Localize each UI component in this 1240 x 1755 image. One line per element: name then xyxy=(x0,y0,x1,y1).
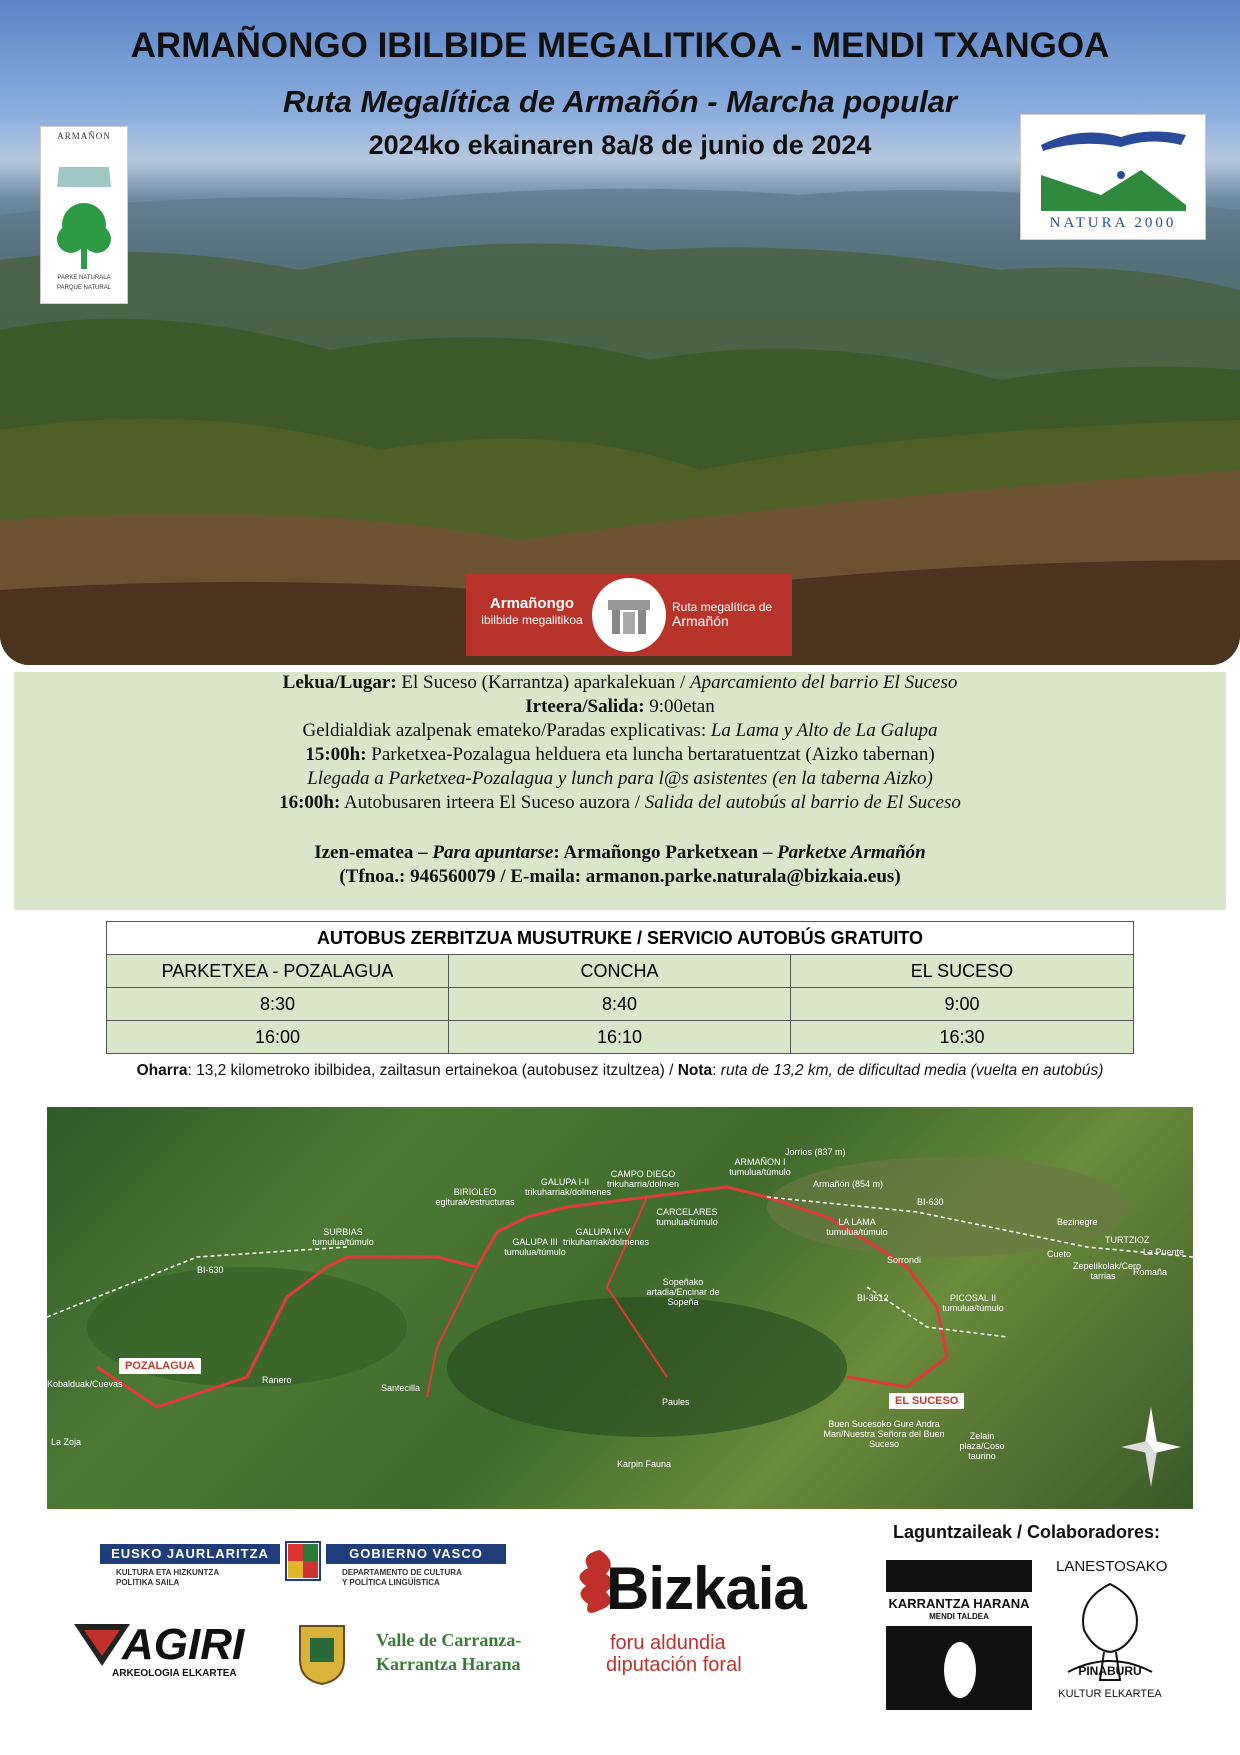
hero-landscape-photo xyxy=(0,0,1240,665)
badge-right-text xyxy=(672,600,788,628)
lanestosako-logo xyxy=(1056,1558,1168,1708)
time2-value: Autobusaren irteera El Suceso auzora / xyxy=(344,792,641,813)
info-departure-line xyxy=(14,696,1226,718)
agiri-logo xyxy=(72,1620,256,1680)
badge-left-line2: ibilbide megalitikoa xyxy=(481,613,583,627)
road-label: BI-630 xyxy=(197,1265,224,1275)
table-cell: 9:00 xyxy=(790,988,1133,1021)
karrantza-sub: MENDI TALDEA xyxy=(929,1612,989,1621)
map-place: Sopeñako artadia/Encinar de Sopeña xyxy=(646,1277,720,1307)
lanestosako-text: LANESTOSAKO xyxy=(1056,1558,1168,1575)
map-place: Zelain plaza/Coso taurino xyxy=(959,1431,1005,1461)
info-time2-line xyxy=(14,792,1226,814)
kultur-text: KULTUR ELKARTEA xyxy=(1058,1688,1162,1700)
dolmen-shape xyxy=(592,578,666,652)
map-place: SURBIAS tumulua/túmulo xyxy=(312,1227,374,1247)
karrantza-harana-logo xyxy=(886,1560,1032,1710)
badge-left-line1: Armañongo xyxy=(489,595,575,612)
map-place: Ranero xyxy=(262,1375,292,1385)
stops-label: Geldialdiak azalpenak emateko/Paradas explicativas: xyxy=(302,720,707,741)
bus-table-header-row xyxy=(107,922,1134,955)
reg-1: Izen-ematea – xyxy=(314,842,428,863)
route-map xyxy=(47,1107,1193,1509)
map-place: Zepelíkolak/Cero tarrias xyxy=(1073,1261,1142,1281)
map-place: LA LAMA tumulua/túmulo xyxy=(826,1217,888,1237)
badge-left-text xyxy=(476,596,588,628)
collaborators-label: Laguntzaileak / Colaboradores: xyxy=(893,1522,1161,1542)
ej-left-sub1: KULTURA ETA HIZKUNTZA xyxy=(116,1568,220,1577)
map-place: Armañón (854 m) xyxy=(813,1179,884,1189)
subtitle: Ruta Megalítica de Armañón - Marcha popular xyxy=(282,84,958,119)
map-place: Jorrios (837 m) xyxy=(785,1147,846,1157)
natura-2000-logo xyxy=(1020,114,1206,240)
place-value: El Suceso (Karrantza) aparkalekuan / xyxy=(401,672,686,693)
agiri-sub: ARKEOLOGIA ELKARTEA xyxy=(112,1668,237,1679)
map-place: GALUPA I-II trikuharriak/dolmenes xyxy=(525,1177,612,1197)
place-label: Lekua/Lugar: xyxy=(282,672,397,693)
dolmen-icon xyxy=(592,578,666,652)
map-place: Santecilla xyxy=(381,1383,421,1393)
map-place: Romaña xyxy=(1133,1267,1168,1277)
main-title: ARMAÑONGO IBILBIDE MEGALITIKOA - MENDI TXANGOA xyxy=(130,26,1110,65)
note-text-es: ruta de 13,2 km, de dificultad media (vuelta en autobús) xyxy=(720,1062,1104,1079)
time1-label: 15:00h: xyxy=(305,744,367,765)
ej-right-sub1: DEPARTAMENTO DE CULTURA xyxy=(342,1568,462,1577)
table-row xyxy=(107,1021,1134,1054)
reg-2: Para apuntarse xyxy=(432,842,554,863)
map-place: Cueto xyxy=(1047,1249,1072,1259)
map-place: PICOSAL II tumulua/túmulo xyxy=(942,1293,1004,1313)
road-label: BI-630 xyxy=(917,1197,944,1207)
route-path-svg xyxy=(47,1107,1193,1509)
info-time1-line xyxy=(14,744,1226,766)
event-info-box xyxy=(14,672,1226,910)
map-place: La Puente xyxy=(1143,1247,1185,1257)
pinaburu-text: PINABURU xyxy=(1078,1664,1142,1678)
table-cell: 8:40 xyxy=(448,988,790,1021)
event-date: 2024ko ekainaren 8a/8 de junio de 2024 xyxy=(368,130,872,160)
megalithic-route-badge xyxy=(466,574,792,656)
carranza-line1: Valle de Carranza- xyxy=(376,1630,522,1650)
route-note: Oharra: 13,2 kilometroko ibilbidea, zailtasun ertainekoa (autobusez itzultzea) / Nota: ruta de 13,2 km, de dificultad media (vuelta en autobús) xyxy=(136,1062,1104,1079)
time1-es: Llegada a Parketxea-Pozalagua y lunch para l@s asistentes (en la taberna Aizko) xyxy=(307,768,933,789)
badge-right-line2: Armañón xyxy=(672,613,729,629)
badge-right-line1: Ruta megalítica de xyxy=(672,600,773,614)
bus-table-columns-row xyxy=(107,955,1134,988)
compass-icon xyxy=(1121,1407,1181,1487)
bizkaia-logo xyxy=(570,1548,830,1676)
time1-value: Parketxea-Pozalagua helduera eta luncha bertaratuentzat (Aizko tabernan) xyxy=(371,744,935,765)
bus-col-3: EL SUCESO xyxy=(790,955,1133,988)
place-value-es: Aparcamiento del barrio El Suceso xyxy=(689,672,958,693)
time2-label: 16:00h: xyxy=(279,792,341,813)
ej-right-sub2: Y POLÍTICA LINGÜÍSTICA xyxy=(342,1578,440,1587)
info-contact-line: (Tfnoa.: 946560079 / E-maila: armanon.parke.naturala@bizkaia.eus) xyxy=(339,866,901,887)
natura-logo-text: NATURA 2000 xyxy=(1049,215,1177,231)
map-place: TURTZIOZ xyxy=(1105,1235,1150,1245)
table-row xyxy=(107,988,1134,1021)
cave-icon xyxy=(886,1630,1032,1710)
note-label-es: Nota xyxy=(677,1062,713,1079)
table-cell: 16:30 xyxy=(790,1021,1133,1054)
departure-value: 9:00etan xyxy=(649,696,715,717)
bizkaia-wordmark: Bizkaia xyxy=(606,1555,806,1622)
map-place: Bezinegre xyxy=(1057,1217,1098,1227)
bus-schedule-table xyxy=(106,921,1134,1054)
info-time1-es-line xyxy=(14,768,1226,790)
carranza-logo xyxy=(292,1620,552,1686)
bus-table-title: AUTOBUS ZERBITZUA MUSUTRUKE / SERVICIO AUTOBÚS GRATUITO xyxy=(107,922,1134,955)
map-place: BIRIOLEO egiturak/estructuras xyxy=(435,1187,515,1207)
map-place: Paules xyxy=(662,1397,690,1407)
armanon-logo-text: ARMAÑON xyxy=(57,131,111,141)
map-place: Kobalduak/Cuevas xyxy=(47,1379,123,1389)
table-cell: 16:00 xyxy=(107,1021,449,1054)
agiri-wordmark: AGIRI xyxy=(122,1620,245,1669)
map-place: Karpin Fauna xyxy=(617,1459,672,1469)
map-place: Buen Sucesoko Gure Andra Mari/Nuestra Señora del Buen Suceso xyxy=(823,1419,945,1449)
map-place: GALUPA IV-V trikuharriak/dolmenes xyxy=(563,1227,650,1247)
eusko-jaurlaritza-logo xyxy=(100,1538,506,1596)
info-place-line xyxy=(14,672,1226,694)
departure-label: Irteera/Salida: xyxy=(525,696,645,717)
bus-col-2: CONCHA xyxy=(448,955,790,988)
ej-left-sub2: POLITIKA SAILA xyxy=(116,1578,180,1587)
note-text: : 13,2 kilometroko ibilbidea, zailtasun ertainekoa (autobusez itzultzea) / xyxy=(187,1062,674,1079)
info-registration-line xyxy=(14,842,1226,864)
armanon-park-logo xyxy=(40,126,128,304)
table-cell: 8:30 xyxy=(107,988,449,1021)
el-suceso-label: EL SUCESO xyxy=(889,1393,964,1409)
map-place: Sorrondi xyxy=(887,1255,922,1265)
ej-right-band: GOBIERNO VASCO xyxy=(326,1544,506,1564)
reg-3: : Armañongo Parketxean – xyxy=(553,842,773,863)
bus-col-1: PARKETXEA - POZALAGUA xyxy=(107,955,449,988)
reg-4: Parketxe Armañón xyxy=(777,842,926,863)
armanon-logo-sub2: PARQUE NATURAL xyxy=(56,285,112,291)
carranza-coat-of-arms-icon xyxy=(292,1620,352,1686)
basque-coat-of-arms-icon xyxy=(280,1538,326,1584)
karrantza-wordmark: KARRANTZA HARANA xyxy=(888,1596,1030,1611)
bizkaia-sub1: foru aldundia xyxy=(610,1632,726,1654)
stops-value: La Lama y Alto de La Galupa xyxy=(710,720,938,741)
note-label: Oharra xyxy=(136,1062,188,1079)
ej-left-band: EUSKO JAURLARITZA xyxy=(100,1544,280,1564)
map-place: CAMPO DIEGO trikuharria/dolmen xyxy=(606,1169,680,1189)
armanon-logo-sub1: PARKE NATURALA xyxy=(57,275,111,281)
carranza-line2: Karrantza Harana xyxy=(376,1654,521,1674)
table-cell: 16:10 xyxy=(448,1021,790,1054)
map-place: CARCELARES tumulua/túmulo xyxy=(656,1207,718,1227)
road-label: BI-3612 xyxy=(857,1293,889,1303)
time2-es: Salida del autobús al barrio de El Suceso xyxy=(644,792,961,813)
bizkaia-sub2: diputación foral xyxy=(606,1654,742,1676)
pozalagua-label: POZALAGUA xyxy=(119,1358,201,1374)
map-place: ARMAÑON I tumulua/túmulo xyxy=(729,1157,791,1177)
info-stops-line xyxy=(14,720,1226,742)
map-place: GALUPA III tumulua/túmulo xyxy=(504,1237,566,1257)
map-place: La Zoja xyxy=(51,1437,82,1447)
